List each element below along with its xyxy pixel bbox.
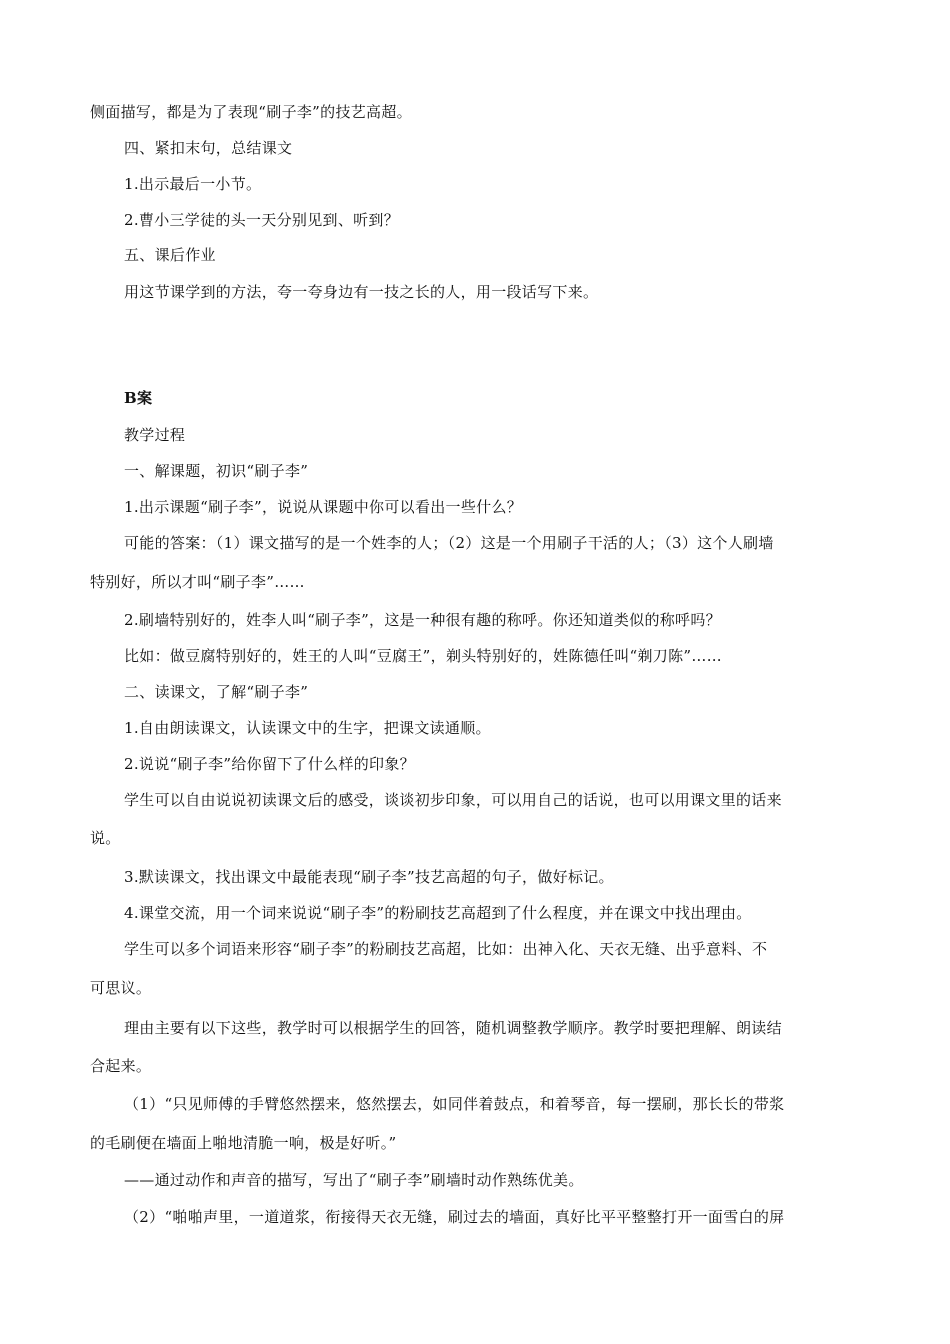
quote-line: （2）“啪啪声里，一道道浆，衔接得天衣无缝，刷过去的墙面，真好比平平整整打开一面雪白的屏 <box>124 1208 785 1226</box>
text-line: 2.刷墙特别好的，姓李人叫“刷子李”，这是一种很有趣的称呼。你还知道类似的称呼吗？ <box>124 611 721 629</box>
text-line: 说。 <box>90 829 121 847</box>
text-line: 侧面描写，都是为了表现“刷子李”的技艺高超。 <box>90 103 412 121</box>
text-line: 学生可以多个词语来形容“刷子李”的粉刷技艺高超，比如：出神入化、天衣无缝、出乎意料、不 <box>124 940 768 958</box>
plan-b-title: B案 <box>124 389 153 407</box>
section-heading: 二、读课文，了解“刷子李” <box>124 683 309 701</box>
section-heading: 五、课后作业 <box>124 246 216 264</box>
text-line: 特别好，所以才叫“刷子李”…… <box>90 573 305 591</box>
text-line: 合起来。 <box>90 1057 152 1075</box>
text-line: 3.默读课文，找出课文中最能表现“刷子李”技艺高超的句子，做好标记。 <box>124 868 614 886</box>
text-line: 比如：做豆腐特别好的，姓王的人叫“豆腐王”，剃头特别好的，姓陈德任叫“剃刀陈”…… <box>124 647 722 665</box>
text-line: 1.出示课题“刷子李”，说说从课题中你可以看出一些什么？ <box>124 498 523 516</box>
text-line: 1.出示最后一小节。 <box>124 175 262 193</box>
text-line: 4.课堂交流，用一个词来说说“刷子李”的粉刷技艺高超到了什么程度，并在课文中找出理由。 <box>124 904 752 922</box>
quote-line: 的毛刷便在墙面上啪地清脆一响，极是好听。” <box>90 1134 397 1152</box>
analysis-line: ——通过动作和声音的描写，写出了“刷子李”刷墙时动作熟练优美。 <box>124 1171 584 1189</box>
text-line: 可思议。 <box>90 979 152 997</box>
section-heading: 一、解课题，初识“刷子李” <box>124 462 309 480</box>
text-line: 用这节课学到的方法，夸一夸身边有一技之长的人，用一段话写下来。 <box>124 283 599 301</box>
text-line: 2.说说“刷子李”给你留下了什么样的印象？ <box>124 755 415 773</box>
text-line: 学生可以自由说说初读课文后的感受，谈谈初步印象，可以用自己的话说，也可以用课文里的话来 <box>124 791 782 809</box>
text-line: 1.自由朗读课文，认读课文中的生字，把课文读通顺。 <box>124 719 491 737</box>
subtitle: 教学过程 <box>124 426 186 444</box>
text-line: 可能的答案：（1）课文描写的是一个姓李的人；（2）这是一个用刷子干活的人；（3）这个人刷墙 <box>124 534 774 552</box>
quote-line: （1）“只见师傅的手臂悠然摆来，悠然摆去，如同伴着鼓点，和着琴音，每一摆刷，那长长的带浆 <box>124 1095 785 1113</box>
text-line: 2.曹小三学徒的头一天分别见到、听到？ <box>124 211 400 229</box>
section-heading: 四、紧扣末句，总结课文 <box>124 139 293 157</box>
text-line: 理由主要有以下这些，教学时可以根据学生的回答，随机调整教学顺序。教学时要把理解、朗读结 <box>124 1019 782 1037</box>
